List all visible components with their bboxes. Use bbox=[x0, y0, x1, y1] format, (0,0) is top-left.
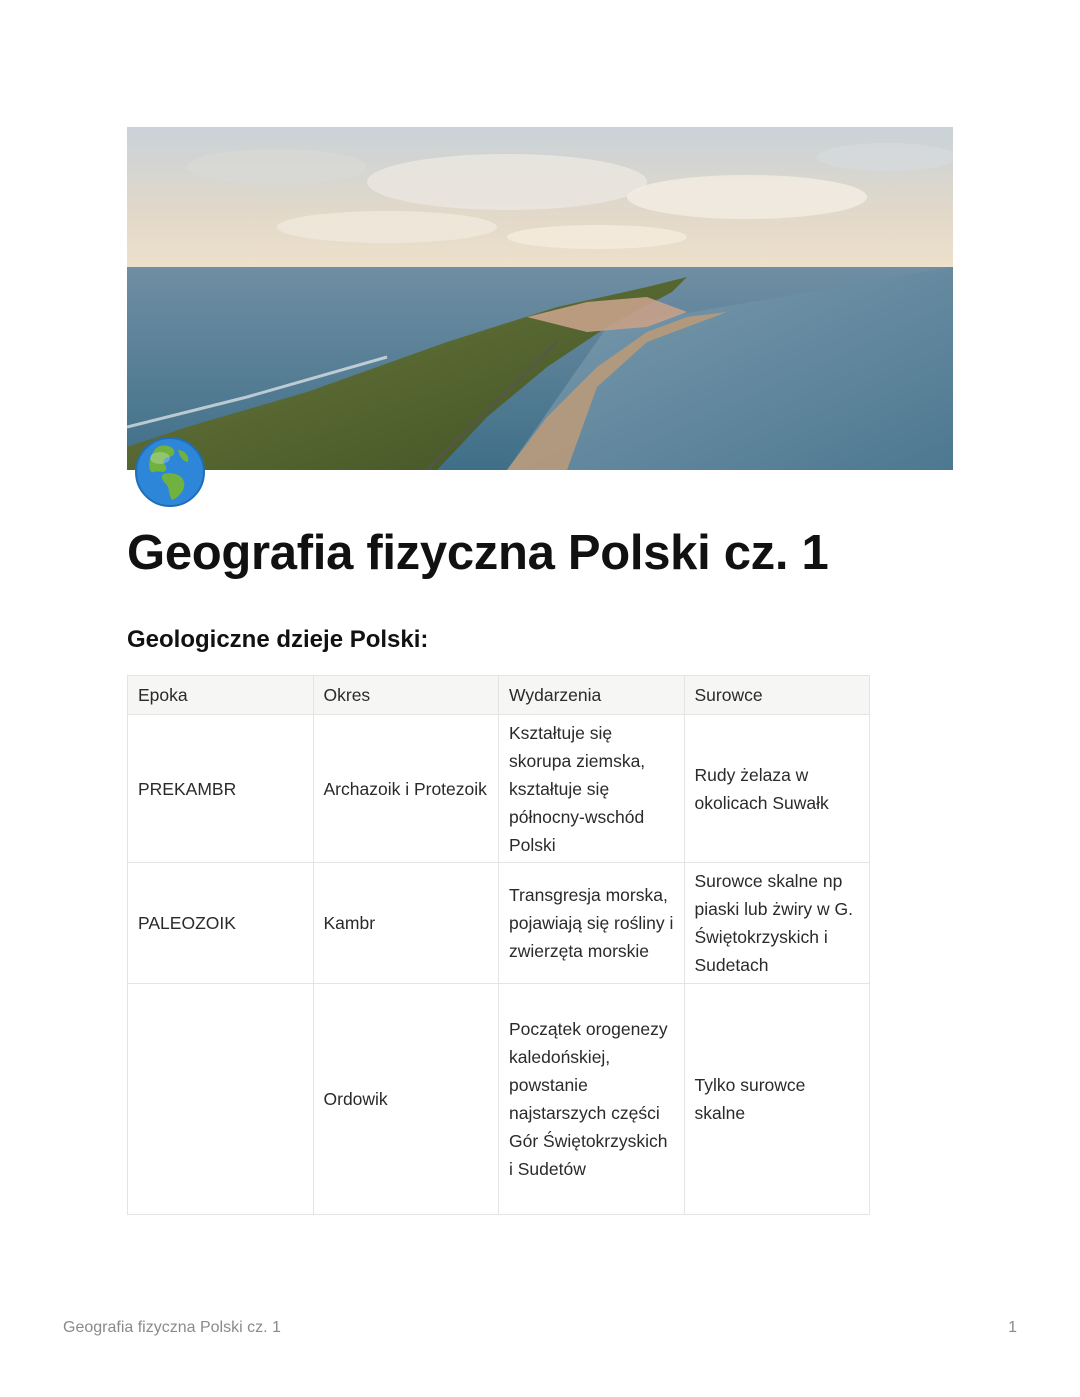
cell-okres: Kambr bbox=[313, 863, 499, 984]
cell-okres: Archazoik i Protezoik bbox=[313, 715, 499, 863]
globe-europe-africa-icon bbox=[134, 436, 206, 508]
cell-surowce: Tylko surowce skalne bbox=[684, 984, 870, 1215]
footer-title: Geografia fizyczna Polski cz. 1 bbox=[63, 1319, 281, 1336]
table-row bbox=[128, 863, 870, 984]
coastal-peninsula-aerial-photo bbox=[127, 127, 953, 470]
header-surowce: Surowce bbox=[684, 676, 870, 715]
cell-surowce: Rudy żelaza w okolicach Suwałk bbox=[684, 715, 870, 863]
table-header-row bbox=[128, 676, 870, 715]
table-row bbox=[128, 715, 870, 863]
header-okres: Okres bbox=[313, 676, 499, 715]
footer-page-number: 1 bbox=[1008, 1319, 1017, 1336]
header-epoka: Epoka bbox=[128, 676, 314, 715]
cell-okres: Ordowik bbox=[313, 984, 499, 1215]
cell-epoka: PALEOZOIK bbox=[128, 863, 314, 984]
cell-wydarzenia: Transgresja morska, pojawiają się rośliny i zwierzęta morskie bbox=[499, 863, 685, 984]
page-title: Geografia fizyczna Polski cz. 1 bbox=[127, 526, 829, 580]
section-heading: Geologiczne dzieje Polski: bbox=[127, 626, 429, 653]
cell-wydarzenia: Początek orogenezy kaledońskiej, powstanie najstarszych części Gór Świętokrzyskich i Sudetów bbox=[499, 984, 685, 1215]
cell-surowce: Surowce skalne np piaski lub żwiry w G. Świętokrzyskich i Sudetach bbox=[684, 863, 870, 984]
cell-wydarzenia: Kształtuje się skorupa ziemska, kształtuje się północny-wschód Polski bbox=[499, 715, 685, 863]
cell-epoka bbox=[128, 984, 314, 1215]
cell-epoka: PREKAMBR bbox=[128, 715, 314, 863]
cover-image bbox=[127, 127, 953, 470]
header-wydarzenia: Wydarzenia bbox=[499, 676, 685, 715]
geology-table bbox=[127, 675, 870, 1215]
table-row bbox=[128, 984, 870, 1215]
